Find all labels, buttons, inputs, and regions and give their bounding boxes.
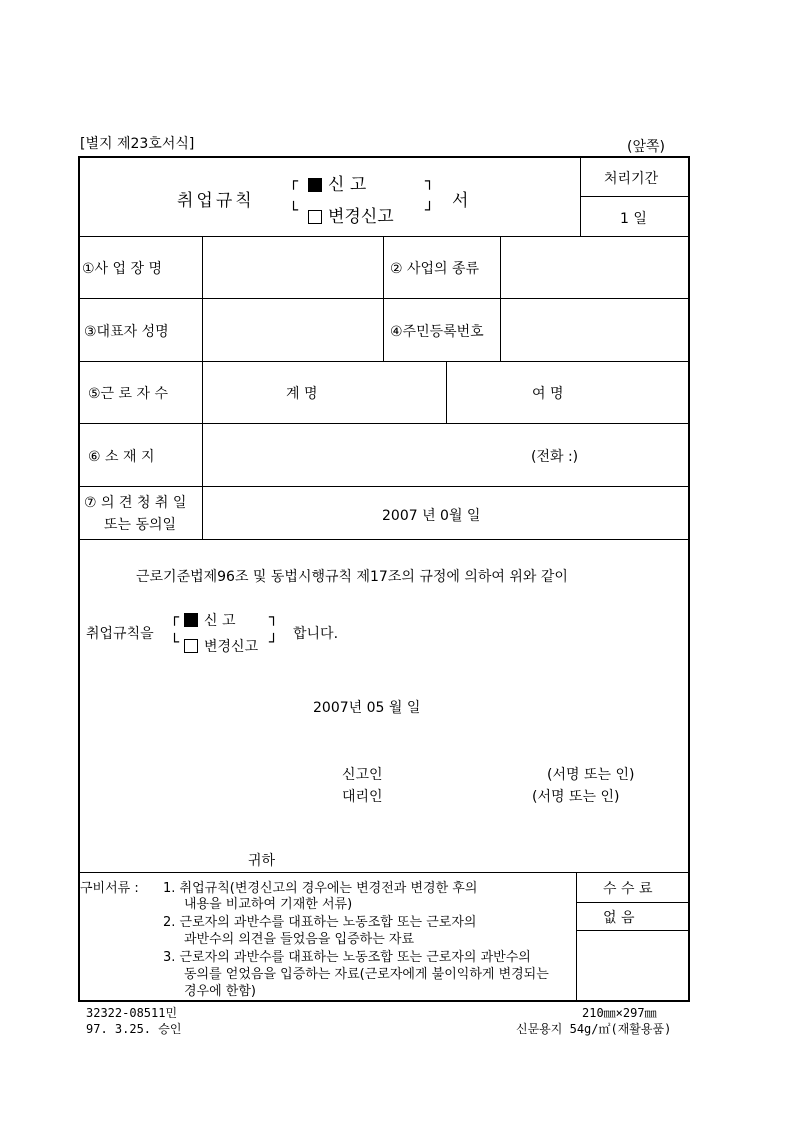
opinion-date-value: 2007 년 0월 일 <box>382 508 481 524</box>
rules-label: 취업규칙을 <box>86 626 154 642</box>
reporter-signature: (서명 또는 인) <box>547 767 635 783</box>
workers-label: ⑤근 로 자 수 <box>88 386 168 402</box>
divider <box>78 872 690 873</box>
report-date: 2007년 05 월 일 <box>313 700 421 716</box>
fee-value: 없 음 <box>603 910 635 926</box>
report-checkbox-checked[interactable] <box>184 613 198 627</box>
divider <box>78 539 690 540</box>
addressee: 귀하 <box>248 853 276 869</box>
bracket-close-top: ┐ <box>269 608 279 626</box>
body-report-option[interactable]: 신 고 <box>184 610 236 630</box>
divider <box>500 236 501 361</box>
divider <box>576 902 690 903</box>
title-change-option[interactable]: 변경신고 <box>308 202 394 227</box>
document-item-3: 3. 근로자의 과반수를 대표하는 노동조합 또는 근로자의 과반수의 <box>163 950 531 965</box>
bracket-close-bottom: ┘ <box>425 201 435 219</box>
divider <box>78 361 690 362</box>
male-count-label: 계 명 <box>286 386 318 402</box>
bracket-open-bottom: └ <box>289 201 299 219</box>
document-item-1-cont: 내용을 비교하여 기재한 서류) <box>184 897 353 912</box>
female-count-label: 여 명 <box>532 386 564 402</box>
document-item-3-cont2: 경우에 한함) <box>184 984 256 999</box>
statement-text: 근로기준법제96조 및 동법시행규칙 제17조의 규정에 의하여 위와 같이 <box>136 569 568 585</box>
document-item-2-cont: 과반수의 의견을 들었음을 입증하는 자료 <box>184 932 415 947</box>
agent-label: 대리인 <box>342 789 383 805</box>
paper-type: 신문용지 54g/㎡(재활용품) <box>516 1022 672 1036</box>
divider <box>78 486 690 487</box>
bracket-open-top: ┌ <box>170 608 180 626</box>
divider <box>580 196 690 197</box>
processing-period-label: 처리기간 <box>604 171 659 187</box>
phone-label: (전화 :) <box>531 449 579 465</box>
business-type-label: ② 사업의 종류 <box>390 261 480 277</box>
divider <box>202 236 203 539</box>
documents-label: 구비서류 : <box>80 881 139 896</box>
divider <box>580 156 581 236</box>
approval-date: 97. 3.25. 승인 <box>86 1022 182 1036</box>
processing-period-value: 1 일 <box>620 211 647 227</box>
form-number: [별지 제23호서식] <box>80 136 195 152</box>
statement-suffix: 합니다. <box>293 626 339 642</box>
resident-number-label: ④주민등록번호 <box>390 324 484 340</box>
form-code: 32322-08511민 <box>86 1006 178 1020</box>
change-checkbox[interactable] <box>184 639 198 653</box>
body-change-option[interactable]: 변경신고 <box>184 636 258 656</box>
page-side-label: (앞쪽) <box>627 139 665 155</box>
divider <box>446 361 447 423</box>
business-name-label: ①사 업 장 명 <box>82 261 162 277</box>
bracket-open-bottom: └ <box>170 633 180 651</box>
reporter-label: 신고인 <box>342 767 383 783</box>
divider <box>576 930 690 931</box>
representative-label: ③대표자 성명 <box>84 324 169 340</box>
document-item-2: 2. 근로자의 과반수를 대표하는 노동조합 또는 근로자의 <box>163 915 477 930</box>
divider <box>576 872 577 1002</box>
change-checkbox[interactable] <box>308 210 322 224</box>
opinion-date-label-2: 또는 동의일 <box>104 517 177 533</box>
paper-size: 210㎜×297㎜ <box>582 1006 657 1020</box>
location-label: ⑥ 소 재 지 <box>88 449 155 465</box>
bracket-close-top: ┐ <box>425 172 435 190</box>
bracket-close-bottom: ┘ <box>269 633 279 651</box>
divider <box>78 298 690 299</box>
bracket-open-top: ┌ <box>289 172 299 190</box>
document-item-3-cont: 동의를 얻었음을 입증하는 자료(근로자에게 불이익하게 변경되는 <box>184 967 549 982</box>
title-text: 취업규칙 <box>177 191 255 211</box>
title-report-option[interactable]: 신 고 <box>308 170 366 195</box>
opinion-date-label: ⑦ 의 견 청 취 일 <box>84 495 187 511</box>
divider <box>383 236 384 361</box>
document-item-1: 1. 취업규칙(변경신고의 경우에는 변경전과 변경한 후의 <box>163 881 478 896</box>
divider <box>78 423 690 424</box>
title-suffix: 서 <box>452 191 469 211</box>
divider <box>78 236 690 237</box>
agent-signature: (서명 또는 인) <box>532 789 620 805</box>
fee-label: 수 수 료 <box>603 881 653 897</box>
report-checkbox-checked[interactable] <box>308 178 322 192</box>
